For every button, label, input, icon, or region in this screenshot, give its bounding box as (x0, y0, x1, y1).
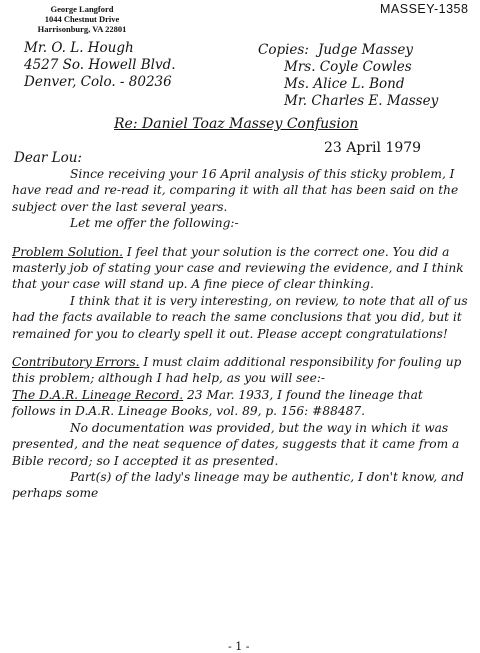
addressee-name: Mr. O. L. Hough (24, 40, 134, 56)
letterhead-street: 1044 Chestnut Drive (44, 14, 120, 24)
addressee-street: 4527 So. Howell Blvd. (24, 57, 176, 73)
letterhead-name: George Langford (50, 4, 114, 14)
salutation: Dear Lou: (14, 150, 82, 166)
letterhead (22, 4, 142, 34)
paragraph-text: Since receiving your 16 April analysis of this sticky problem, I have read and re-read it, comparing it with all that has been said on the subject over the last several years. (12, 167, 459, 214)
copy-recipient: Mrs. Coyle Cowles (284, 59, 412, 75)
letterhead-city: Harrisonburg, VA 22801 (37, 24, 127, 34)
paragraph (12, 166, 470, 215)
section-heading: Contributory Errors. (12, 355, 140, 370)
section-heading: Problem Solution. (12, 244, 123, 259)
subject-text: Re: Daniel Toaz Massey Confusion (114, 116, 359, 132)
paragraph-text: I must claim additional responsibility for fouling up this problem; although I had help, as you will see:- (12, 355, 462, 386)
subject-line (114, 116, 358, 133)
copies-block (258, 42, 439, 109)
paragraph-text: No documentation was provided, but the way in which it was presented, and the neat sequence of dates, suggests that it came from a Bible record; so I accepted it as presented. (12, 420, 460, 468)
paragraph (12, 354, 470, 387)
paragraph-text: 23 Mar. 1933, I found the lineage that follows in D.A.R. Lineage Books, vol. 89, p. 156: #88487. (12, 387, 423, 419)
paragraph-text: I feel that your solution is the correct one. You did a masterly job of stating your case and reviewing the evidence, and I think that your case will stand up. A fine piece of clear thinking. (12, 244, 464, 292)
paragraph (12, 387, 470, 420)
copies-list (284, 42, 439, 110)
file-reference: MASSEY-1358 (380, 2, 469, 16)
copy-recipient: Judge Massey (318, 42, 414, 58)
paragraph (12, 469, 470, 502)
paragraph-text: Part(s) of the lady's lineage may be authentic, I don't know, and perhaps some (12, 469, 464, 501)
addressee-block (24, 40, 176, 91)
paragraph-text: I think that it is very interesting, on review, to note that all of us had the facts available to reach the same conclusions that you did, but it remained for you to clearly spell it out. Please accept congratulations! (12, 293, 468, 341)
copies-label: Copies: (258, 42, 309, 58)
letter-body (12, 166, 470, 502)
addressee-city: Denver, Colo. - 80236 (24, 74, 172, 90)
section-heading: The D.A.R. Lineage Record. (12, 387, 184, 402)
paragraph (12, 420, 470, 469)
letter-date: 23 April 1979 (324, 140, 422, 156)
copy-recipient: Mr. Charles E. Massey (284, 93, 439, 109)
copy-recipient: Ms. Alice L. Bond (284, 76, 405, 92)
paragraph (12, 293, 470, 342)
paragraph-text: Let me offer the following:- (70, 216, 239, 231)
paragraph (12, 244, 470, 293)
paragraph (12, 215, 470, 231)
page-number: - 1 - (228, 640, 250, 653)
